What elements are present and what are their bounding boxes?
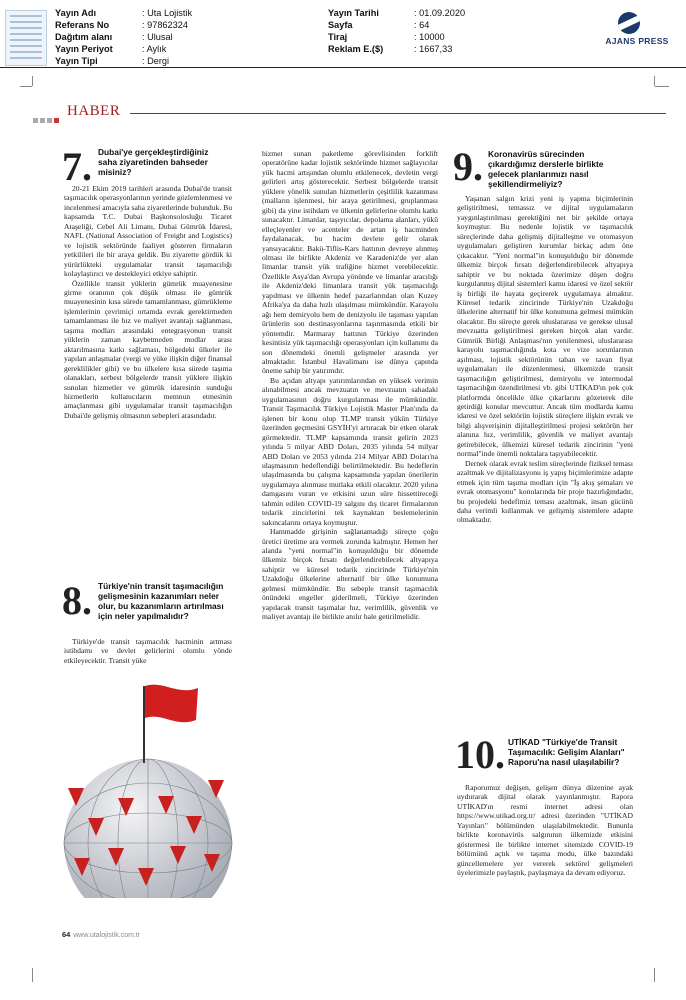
question-title-8: Türkiye'nin transit taşımacılığın gelişmesinin kazanımları neler olur, bu kazanımların artırılması için neler yapılmalıdır?	[98, 581, 224, 621]
section-rule	[130, 113, 666, 114]
page-thumbnail	[5, 10, 47, 66]
paragraph: Bu açıdan altyapı yatırımlarından en yüksek verimin alınabilmesi ancak mevzuatın ve mevzuatın sahadaki uygulamasının doğru kurgulanması ile mümkündür. Transit Taşımacılık Türkiye Lojistik Master Plan'ında da işlenen bir konu olup TLMP transit yükün Türkiye üzerinden geçmesini GSYİH'yi artıracak bir etken olarak görmektedir. TLMP kapsamında transit gelirin 2023 yılında 5 milyar ABD Doları, 2035 yılında 54 milyar ABD Doları ve 2053 yılında 214 Milyar ABD Doları'na ulaşmasının hedeflendiği belirtilmektedir. Bu hedeflerin ulaşılmasında bu çalışma kapsamında yapılan önerilerin uygulamaya alınması mutlaka etkili olacaktır. 2020 yılına damgasını vuran ve etkisini uzun süre hissettireceği tahmin edilen COVID-19 salgını dış ticaret firmalarının tedarik zincirlerini tek kaynaktan beslemelerinin sakıncalarını ortaya koymuştur.	[262, 375, 438, 527]
meta-value: : Uta Lojistik	[142, 8, 193, 18]
q9-answer	[457, 194, 633, 525]
question-title-7: Dubai'ye gerçekleştirdiğiniz saha ziyaretinden bahseder misiniz?	[98, 147, 209, 177]
crop-mark	[20, 86, 32, 87]
question-title-10: UTİKAD "Türkiye'de Transit Taşımacılık: Gelişim Alanları" Raporu'na nasıl ulaşılabilir?	[508, 737, 625, 767]
paragraph: 20-21 Ekim 2019 tarihleri arasında Dubai'de transit taşımacılık operasyonlarının yerinde gözlemlenmesi ve incelenmesi amacıyla saha ziyaretlerinde bulunduk. Bu kapsamda T.C. Dubai Başkonsolosluğu Ticaret Ataşeliği, Cebel Ali Limanı, Dubai Gümrük İdaresi, NAFL (National Association of Freight and Logistics) ve lojistik sektöründe faaliyet gösteren firmaların yetkilileri ile bir araya geldik. Bu ziyarette gördük ki yürürlükteki uygulamalar transit taşımacılığı kolaylaştırıcı ve destekleyici etkiye sahiptir.	[64, 184, 232, 279]
ajans-press-logo	[594, 12, 680, 48]
page-footer	[62, 930, 140, 939]
meta-label: Tiraj	[328, 32, 348, 42]
meta-label: Yayın Tipi	[55, 56, 98, 66]
meta-value: : 1667,33	[414, 44, 453, 54]
meta-value: : Ulusal	[142, 32, 173, 42]
paragraph: Dernek olarak evrak teslim süreçlerinde fiziksel teması azaltmak ve dijitalizasyonu iş yapış biçimlerimize adapte etmek için tüm taşıma modları için "İş akış şemaları ve evrak otomasyonu" konularında bir proje hazırlığındadır, bu projedeki hedefimiz teması azaltmak, insan gücünü daha verimli kullanmak ve gelişmiş sistemlere adapte olmaktadır.	[457, 458, 633, 525]
meta-value: : 10000	[414, 32, 445, 42]
meta-value: : 64	[414, 20, 430, 30]
publication-meta	[0, 4, 686, 66]
meta-label: Dağıtım alanı	[55, 32, 113, 42]
column-2-text	[262, 149, 438, 622]
paragraph: Raporumuz değişen, gelişen dünya düzenine ayak uydurarak dijital olarak yayınlanmıştır. Rapora UTİKAD'ın resmi internet adresi olan https://www.utikad.org.tr/ adresi üzerinden "UTİKAD Yayınları" bölümünden ulaşılabilmektedir. Bununla birlikte koronavirüs salgınının ülkemizde etkisini göstermesi ile birlikte internet sitemizde COVID-19 bölümünü açtık ve taşıma modu, ülke bazındaki güncellemelere yer vererek sektörel gelişmeleri üyelerimizle paylaştık, paylaşmaya da devam ediyoruz.	[457, 783, 633, 878]
question-number-10: 10.	[455, 732, 505, 777]
question-number-7: 7.	[62, 144, 92, 189]
meta-value: : Aylık	[142, 44, 167, 54]
question-number-9: 9.	[453, 144, 483, 189]
crop-mark	[654, 968, 655, 982]
section-title: HABER	[67, 103, 121, 119]
crop-mark	[654, 76, 655, 86]
header-divider	[0, 67, 686, 68]
globe-icon	[618, 12, 640, 34]
paragraph: Hammadde girişinin sağlanamadığı süreçte çoğu üretici üretime ara vermek zorunda kalmıştır. Hemen her alanda "yeni normal"in konuşulduğu bir dönemde ülkemiz birçok fırsatı değerlendirebilecek altyapıya sahiptir ve küresel tedarik zincirinde Türkiye'nin Uzakdoğu ülkelerine alternatif bir ülke konumuna gelmesi mümkündür. Bu sebeple transit taşımacılık önündeki engeller giderilmeli, Türkiye üzerinden yapılacak transit taşımalar hız, verimlilik, güvenlik ve maliyet avantajı ile birlikte anılır hale getirilmelidir.	[262, 527, 438, 622]
meta-label: Yayın Periyot	[55, 44, 113, 54]
crop-mark	[655, 86, 669, 87]
crop-mark	[32, 968, 33, 982]
q8-answer	[64, 637, 232, 665]
q7-answer	[64, 184, 232, 420]
logo-text: AJANS PRESS	[605, 36, 669, 46]
meta-value: : Dergi	[142, 56, 170, 66]
section-header	[33, 103, 121, 130]
question-number-8: 8.	[62, 578, 92, 623]
globe-flag-illustration	[58, 668, 238, 898]
footer-site: www.utalojistik.com.tr	[73, 932, 141, 939]
paragraph: Türkiye'de transit taşımacılık hacminin artması istihdamı ve devlet gelirlerini olumlu yönde etkileyecektir. Transit yüke	[64, 637, 232, 665]
page-number: 64	[62, 930, 71, 939]
paragraph: hizmet sunan paketleme görevlisinden forklift operatörüne kadar lojistik sektöründe hizmet sağlayıcılar yük hacmi artışından olumlu etkilenecek, devletin vergi gelirleri artış gösterecektir. Serbest bölgelerde transit yüklere yönelik sunulan hizmetlerin çeşitlilik kazanması (malların işlenmesi, bir araya getirilmesi, gruplanması gibi) da yine istihdam ve ülkenin gelirlerine olumlu katkı sunacaktır. Limanlar, taşıyıcılar, depolama alanları, yükü elleçleyenler ve acenteler de artan iş hacminden faydalanacak, bu hacim devlete gelir olarak yansıyacaktır. Bakü-Tiflis-Kars hattının devreye alınmış olması ile birlikte Akdeniz ve Karadeniz'de yer alan limanlar transit yük trafiğine hizmet verebilecektir. Özellikle Asya'dan Avrupa yönünde ve limanlar aracılığı ile Akdeniz'deki limanlara transit yük taşımacılığı yapılması ve ülkenin hedef pazarlarından olan Kuzey Afrika'ya da daha hızlı ulaşılması mümkündür. Karayolu ağı hem demiryolu hem de denizyolu ile taşıması yapılan ürünlerin son destinasyonlarına taşınmasında etkili bir yöntemdir. Marmaray hattının Türkiye üzerinden kesintisiz yük taşımacılığı operasyonları için kullanımı da son dönemdeki önemli gelişmeler arasında yer almaktadır. İstanbul Havalimanı ise dünya çapında öneme sahip bir yatırımdır.	[262, 149, 438, 376]
q10-answer	[457, 783, 633, 878]
meta-value: : 97862324	[142, 20, 188, 30]
crop-mark	[32, 76, 33, 86]
meta-label: Reklam E.($)	[328, 44, 384, 54]
question-title-9: Koronavirüs sürecinden çıkardığımız derslerle birlikte gelecek planlarımızı nasıl şekillendirmeliyiz?	[488, 149, 604, 189]
paragraph: Özellikle transit yüklerin gümrük muayenesine girme oranının çok düşük olması ile gümrük muayenesinin kısa sürede tamamlanması, gümrükleme işlemlerinin çevrimiçi ortamda evrak gerektirmeden tamamlanması ile hız ve maliyet avantajı sağlanması, taşıma modları arasındaki entegrasyonun transit yüklerin zaman kaybetmeden modlar arası aktarılmasına katkı sağlaması, bölgedeki ülkeler ile yapılan anlaşmalar (vergi ve yüke ilişkin diğer finansal gereklilikler gibi) ve bu ülkelere kısa sürede taşıma olanakları, serbest bölgelerde transit yüklere ilişkin sunulan hizmetler ve gümrük idaresinin sunduğu hizmetlerin kullanıcıların memnun etmesinin amaçlanması gibi uygulamalar transit taşımacılığın Dubai'de gelişmiş olmasının sebepleri arasındadır.	[64, 278, 232, 420]
meta-label: Referans No	[55, 20, 110, 30]
meta-label: Yayın Tarihi	[328, 8, 379, 18]
paragraph: Yaşanan salgın krizi yeni iş yapma biçimlerinin geliştirilmesi, temassız ve dijital uygulamaların yaygınlaştırılması gerektiğini net bir şekilde ortaya koymuştur. Bu nedenle lojistik ve taşımacılık süreçlerinde daha gelişmiş dijitalleşme ve otomasyon uygulamaları geliştiren kurumlar birkaç adım öne çıkacaktır. "Yeni normal"in konuşulduğu bir dönemde ülkemiz birçok fırsatı değerlendirebilecek altyapıya sahiptir ve bu noktada üzerimize düşen doğru kurgulanmış dijital sistemleri kamu idaresi ve özel sektör iş birliği ile hayata geçirerek uygulamaya almaktır. Küresel tedarik zincirinde Türkiye'nin Uzakdoğu ülkelerine alternatif bir ülke konumuna gelmesi mümkün olacaktır. Bu süreçte gerek uluslararası ve gerekse ulusal mevzuatta geliştirilmesi gereken birçok alan vardır. Gümrük Birliği Anlaşması'nın yenilenmesi, uluslararası karayolu taşımacılığında kota ve vize sorunlarının aşılması, lojistik sektörünün taban ve tavan fiyat uygulamaları ile düzenlenmesi, ülkemizde transit taşımacılığın geliştirilmesi, demiryolu ve intermodal taşımacılığın özendirilmesi vb. gibi UTİKAD'ın pek çok platformda öncelikle ülke çıkarlarını gözeterek dile getirdiği konular mevcuttur. Ancak tüm modlarda kamu idaresi ve özel sektörün lojistik süreçlere ilişkin evrak ve bilgi alışverişinin dijitalleştirilmesi projesi sektörün her alanına hız, verimlilik, güvenlik ve maliyet avantajı getirebilecek, ülkemizi küresel tedarik zincirinin "yeni normal"inde önemli noktalara taşıyabilecektir.	[457, 194, 633, 459]
meta-value: : 01.09.2020	[414, 8, 466, 18]
meta-label: Sayfa	[328, 20, 353, 30]
meta-label: Yayın Adı	[55, 8, 97, 18]
